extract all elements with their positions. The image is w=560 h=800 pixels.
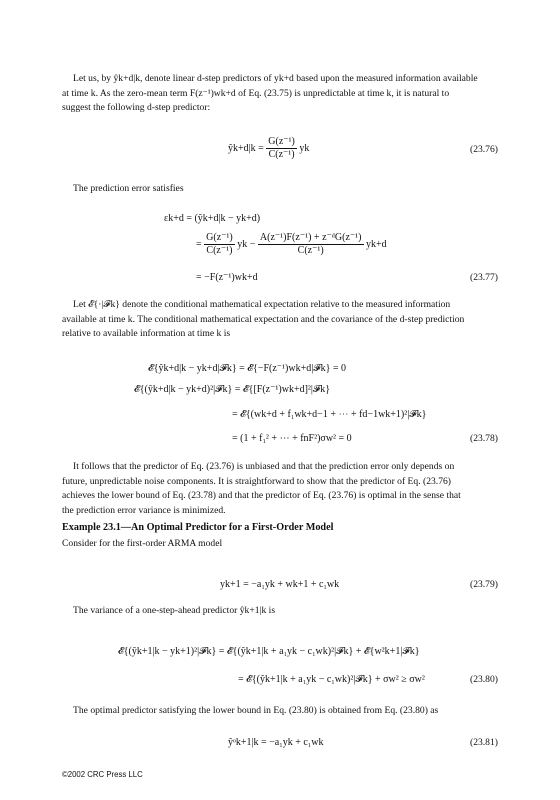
intro-line-3: suggest the following d-step predictor: bbox=[62, 102, 211, 113]
equation-23-78-line-1: 𝓔{ŷk+d|k − yk+d|𝓕k} = 𝓔{−F(z⁻¹)wk+d|𝓕k} = 0 bbox=[148, 363, 347, 374]
paragraph-intro bbox=[62, 72, 504, 116]
eq77-middle-term: yk − bbox=[237, 238, 256, 250]
eq77-fraction-1-denominator: C(z⁻¹) bbox=[206, 245, 233, 256]
eq77-fraction-1-numerator: G(z⁻¹) bbox=[206, 232, 233, 243]
eq76-fraction bbox=[266, 136, 297, 161]
eq77-fraction-2-numerator: A(z⁻¹)F(z⁻¹) + z⁻ᵈG(z⁻¹) bbox=[259, 232, 362, 243]
unbiased-line-1: It follows that the predictor of Eq. (23.76) is unbiased and that the prediction error only depends on bbox=[73, 461, 455, 472]
equation-number-79: (23.79) bbox=[470, 579, 498, 590]
example-heading: Example 23.1—An Optimal Predictor for a First-Order Model bbox=[62, 522, 334, 533]
equation-23-77-line-3: = −F(z⁻¹)wk+d bbox=[196, 272, 258, 283]
equation-23-77-line-2: = $\frac{\text{G(z⁻¹)}}{\text{C(z⁻¹)}}$ yk − $\frac{\text{A(z⁻¹)F(z⁻¹) + z⁻ᵈG(z⁻¹)}}{\text{C(z⁻¹)}}$ yk+d bbox=[196, 232, 387, 256]
unbiased-line-2: future, unpredictable noise components. It is straightforward to show that the predictor of Eq. (23.76) bbox=[62, 475, 451, 487]
cond-exp-line-2: available at time k. The conditional mathematical expectation and the covariance of the d-step prediction bbox=[62, 313, 465, 325]
copyright-footer: ©2002 CRC Press LLC bbox=[62, 770, 143, 779]
eq77-fraction-2-denominator: C(z⁻¹) bbox=[297, 245, 324, 256]
equation-number-77: (23.77) bbox=[470, 272, 498, 283]
eq76-numerator: G(z⁻¹) bbox=[268, 136, 295, 147]
paragraph-conditional-expectation bbox=[62, 298, 504, 342]
equation-23-77-line-1: εk+d = (ŷk+d|k − yk+d) bbox=[164, 213, 261, 224]
paragraph-arma-model: Consider for the first-order ARMA model bbox=[62, 538, 223, 549]
cond-exp-line-3: relative to available information at time k is bbox=[62, 328, 231, 339]
equation-number-80: (23.80) bbox=[470, 674, 498, 685]
eq77-fraction-1 bbox=[204, 232, 235, 257]
unbiased-line-4: the prediction error variance is minimized. bbox=[62, 504, 226, 516]
eq76-tail: yk bbox=[299, 142, 310, 154]
intro-line-1: Let us, by ŷk+d|k, denote linear d-step predictors of yk+d based upon the measured information available bbox=[73, 73, 478, 84]
equation-23-81: ŷᵒk+1|k = −a₁yk + c₁wk bbox=[228, 737, 324, 748]
equation-23-78-line-3: = 𝓔{(wk+d + f₁wk+d−1 + ⋯ + fd−1wk+1)²|𝓕k} bbox=[232, 409, 427, 420]
intro-line-2: at time k. As the zero-mean term F(z⁻¹)wk+d of Eq. (23.75) is unpredictable at time k, it is natural to bbox=[62, 87, 450, 99]
equation-number-81: (23.81) bbox=[470, 737, 498, 748]
equation-23-80-line-1: 𝓔{(ŷk+1|k − yk+1)²|𝓕k} = 𝓔{(ŷk+1|k + a₁yk − c₁wk)²|𝓕k} + 𝓔{w²k+1|𝓕k} bbox=[118, 646, 420, 657]
unbiased-line-3: achieves the lower bound of Eq. (23.78) and that the predictor of Eq. (23.76) is optimal in the sense that bbox=[62, 490, 461, 501]
cond-exp-line-1: Let 𝓔{·|𝓕k} denote the conditional mathematical expectation relative to the measured information bbox=[73, 299, 451, 310]
equation-23-78-line-2: 𝓔{(ŷk+d|k − yk+d)²|𝓕k} = 𝓔{[F(z⁻¹)wk+d]²|𝓕k} bbox=[134, 384, 331, 395]
paragraph-variance: The variance of a one-step-ahead predictor ŷk+1|k is bbox=[73, 605, 276, 616]
eq77-fraction-2 bbox=[258, 232, 364, 257]
eq77-tail: yk+d bbox=[366, 238, 387, 250]
equation-number-76: (23.76) bbox=[470, 144, 498, 155]
paragraph-optimal-predictor: The optimal predictor satisfying the lower bound in Eq. (23.80) is obtained from Eq. (23.80) as bbox=[73, 705, 439, 716]
equation-23-79: yk+1 = −a₁yk + wk+1 + c₁wk bbox=[220, 579, 340, 590]
paragraph-prediction-error: The prediction error satisfies bbox=[73, 183, 184, 194]
equation-23-76 bbox=[228, 136, 309, 161]
equation-23-80-line-2: = 𝓔{(ŷk+1|k + a₁yk − c₁wk)²|𝓕k} + σw² ≥ σw² bbox=[238, 674, 425, 685]
eq76-lhs: ŷk+d|k = bbox=[228, 142, 264, 154]
paragraph-unbiased bbox=[62, 460, 504, 518]
equation-23-78-line-4: = (1 + f₁² + ⋯ + fnF²)σw² = 0 bbox=[232, 433, 352, 444]
equation-number-78: (23.78) bbox=[470, 433, 498, 444]
eq76-denominator: C(z⁻¹) bbox=[268, 149, 295, 160]
